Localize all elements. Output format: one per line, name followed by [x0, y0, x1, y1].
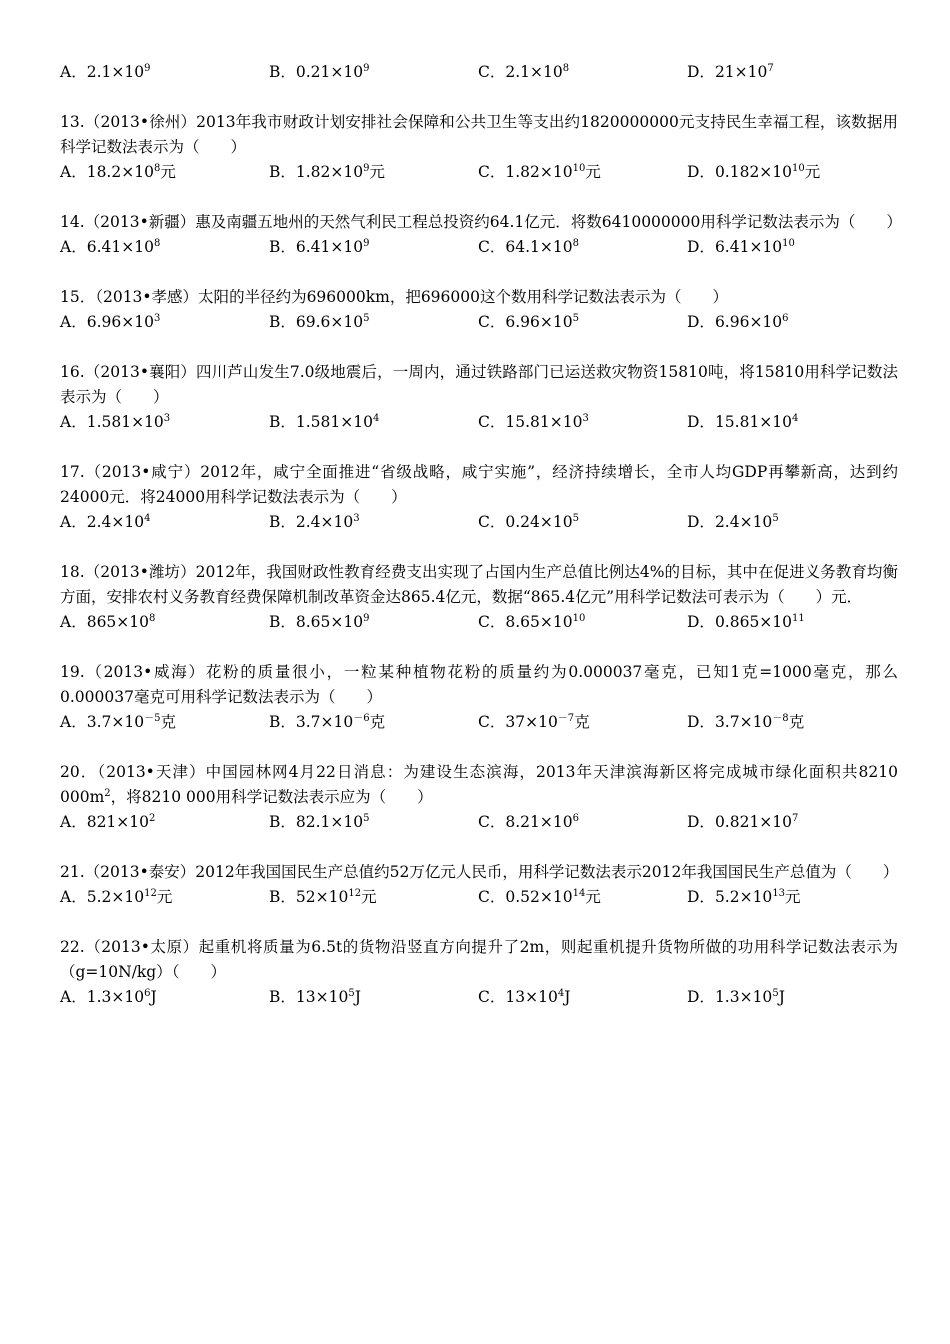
option-d[interactable]: D．$6.41\times 10^{10}$: [687, 237, 795, 256]
option-d[interactable]: D．$1.3\times 10^5J$: [687, 987, 785, 1006]
option-a[interactable]: A．$1.3\times 10^6J$: [60, 987, 157, 1006]
option-d[interactable]: D．$6.96\times 10^6$: [687, 312, 789, 331]
option-d[interactable]: D．$15.81\times 10^4$: [687, 412, 799, 431]
option-c[interactable]: C．$2.1\times 10^8$: [478, 62, 570, 81]
option-a[interactable]: A．$1.581\times 10^3$: [60, 412, 171, 431]
option-c[interactable]: C．$13\times 10^4J$: [478, 987, 571, 1006]
option-a[interactable]: A．$6.96\times 10^3$: [60, 312, 161, 331]
option-a[interactable]: A．$865\times 10^8$: [60, 612, 156, 631]
option-b[interactable]: B．$13\times 10^5J$: [269, 987, 361, 1006]
option-c[interactable]: C．$8.65\times 10^{10}$: [478, 612, 586, 631]
option-b[interactable]: B．$3.7\times 10^{-6}$克: [269, 712, 386, 731]
options-row: [60, 985, 898, 1010]
option-c[interactable]: C．$8.21\times 10^6$: [478, 812, 579, 831]
option-c[interactable]: C．$64.1\times 10^8$: [478, 237, 579, 256]
option-a[interactable]: A．$821\times 10^2$: [60, 812, 156, 831]
question-stem: 18.（2013•潍坊）2012年，我国财政性教育经费支出实现了占国内生产总值比例达4%的目标，其中在促进义务教育均衡方面，安排农村义务教育经费保障机制改革资金达865.4亿元，数据“865.4亿元”用科学记数法可表示为（ ）元．: [60, 563, 898, 606]
option-c[interactable]: C．$37\times 10^{-7}$克: [478, 712, 590, 731]
question-stem: 17.（2013•咸宁）2012年，咸宁全面推进“省级战略，咸宁实施”，经济持续增长，全市人均GDP再攀新高，达到约24000元．将24000用科学记数法表示为（ ）: [60, 463, 898, 506]
question-14: [60, 210, 902, 260]
options-row: [60, 810, 898, 835]
options-row: [60, 235, 898, 260]
option-d[interactable]: D．$21\times 10^7$: [687, 62, 774, 81]
option-d[interactable]: D．$0.821\times 10^7$: [687, 812, 799, 831]
exam-page: [60, 60, 902, 1010]
options-row: [60, 610, 898, 635]
question-stem: 21.（2013•泰安）2012年我国国民生产总值约52万亿元人民币，用科学记数法表示2012年我国国民生产总值为（ ）: [60, 863, 899, 881]
option-c[interactable]: C．$15.81\times 10^3$: [478, 412, 589, 431]
option-a[interactable]: A．$2.4\times 10^4$: [60, 512, 151, 531]
option-b[interactable]: B．$8.65\times 10^9$: [269, 612, 370, 631]
question-stem: 13.（2013•徐州）2013年我市财政计划安排社会保障和公共卫生等支出约1820000000元支持民生幸福工程，该数据用科学记数法表示为（ ）: [60, 113, 898, 156]
question-22: [60, 935, 898, 1010]
question-15: [60, 285, 898, 335]
option-b[interactable]: B．$52\times 10^{12}$元: [269, 887, 377, 906]
option-b[interactable]: B．$69.6\times 10^5$: [269, 312, 370, 331]
option-c[interactable]: C．$1.82\times 10^{10}$元: [478, 162, 601, 181]
option-c[interactable]: C．$6.96\times 10^5$: [478, 312, 579, 331]
question-stem: 14.（2013•新疆）惠及南疆五地州的天然气利民工程总投资约64.1亿元．将数6410000000用科学记数法表示为（ ）: [60, 213, 902, 231]
option-b[interactable]: B．$82.1\times 10^5$: [269, 812, 370, 831]
option-d[interactable]: D．$3.7\times 10^{-8}$克: [687, 712, 805, 731]
option-b[interactable]: B．$2.4\times 10^3$: [269, 512, 360, 531]
option-d[interactable]: D．$0.865\times 10^{11}$: [687, 612, 805, 631]
option-b[interactable]: B．$0.21\times 10^9$: [269, 62, 370, 81]
option-d[interactable]: D．$5.2\times 10^{13}$元: [687, 887, 801, 906]
option-a[interactable]: A．$5.2\times 10^{12}$元: [60, 887, 173, 906]
question-stem: 22.（2013•太原）起重机将质量为6.5t的货物沿竖直方向提升了2m，则起重机提升货物所做的功用科学记数法表示为（g=10N/kg）（ ）: [60, 938, 898, 981]
question-stem: 19.（2013•威海）花粉的质量很小，一粒某种植物花粉的质量约为0.000037毫克，已知1克=1000毫克，那么0.000037毫克可用科学记数法表示为（ ）: [60, 663, 898, 706]
option-b[interactable]: B．$6.41\times 10^9$: [269, 237, 370, 256]
question-21: [60, 860, 898, 910]
options-row: [60, 410, 898, 435]
question-19: [60, 660, 898, 735]
option-c[interactable]: C．$0.24\times 10^5$: [478, 512, 579, 531]
question-17: [60, 460, 898, 535]
option-d[interactable]: D．$0.182\times 10^{10}$元: [687, 162, 821, 181]
options-row: [60, 310, 898, 335]
option-b[interactable]: B．$1.581\times 10^4$: [269, 412, 380, 431]
question-stem: 15．（2013•孝感）太阳的半径约为696000km，把696000这个数用科学记数法表示为（ ）: [60, 288, 728, 306]
question-stem: 16.（2013•襄阳）四川芦山发生7.0级地震后，一周内，通过铁路部门已运送救灾物资15810吨，将15810用科学记数法表示为（ ）: [60, 363, 898, 406]
options-row-q12: [60, 60, 898, 85]
question-16: [60, 360, 898, 435]
options-row: [60, 160, 898, 185]
option-c[interactable]: C．$0.52\times 10^{14}$元: [478, 887, 601, 906]
option-a[interactable]: A．$18.2\times 10^8$元: [60, 162, 176, 181]
option-b[interactable]: B．$1.82\times 10^9$元: [269, 162, 386, 181]
question-20: [60, 760, 898, 835]
option-a[interactable]: A．$3.7\times 10^{-5}$克: [60, 712, 176, 731]
option-d[interactable]: D．$2.4\times 10^5$: [687, 512, 779, 531]
options-row: [60, 510, 898, 535]
options-row: [60, 885, 898, 910]
question-13: [60, 110, 898, 185]
option-a[interactable]: A．$2.1\times 10^9$: [60, 62, 151, 81]
option-a[interactable]: A．$6.41\times 10^8$: [60, 237, 161, 256]
question-18: [60, 560, 898, 635]
options-row: [60, 710, 898, 735]
question-stem: 20．（2013•天津）中国园林网4月22日消息：为建设生态滨海，2013年天津滨海新区将完成城市绿化面积共8210 $000m^2$，将8210 000用科学记数法表示应为（ ）: [60, 763, 898, 806]
